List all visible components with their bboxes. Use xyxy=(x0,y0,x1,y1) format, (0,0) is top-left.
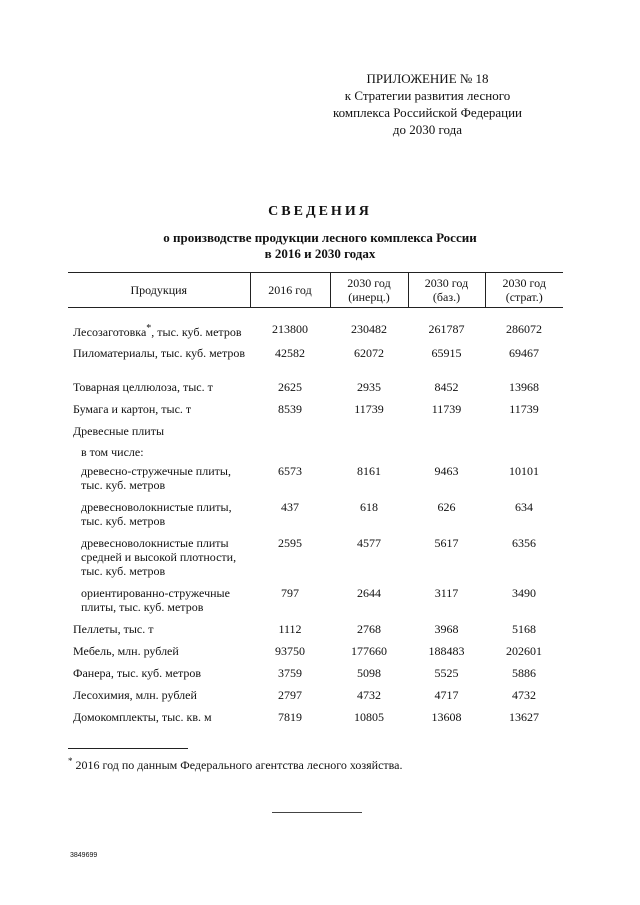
header-line: 2030 год xyxy=(424,276,469,290)
value-2016: 1112 xyxy=(278,622,302,636)
value-2030-base: 261787 xyxy=(428,322,465,336)
row-name: Фанера, тыс. куб. метров xyxy=(73,666,202,680)
value-2030-base: 5617 xyxy=(434,536,459,550)
value-2016: 437 xyxy=(281,500,299,514)
value-2030-base: 626 xyxy=(437,500,456,514)
row-name: Пиломатериалы, тыс. куб. метров xyxy=(73,346,246,360)
header-line: (страт.) xyxy=(505,290,543,304)
value-2016: 2797 xyxy=(278,688,302,702)
value-2030-base: 8452 xyxy=(434,380,459,394)
document-id: 3849699 xyxy=(70,852,98,859)
value-2016: 3759 xyxy=(278,666,302,680)
value-2030-strategic: 6356 xyxy=(512,536,536,550)
value-2016: 2625 xyxy=(278,380,302,394)
value-2030-strategic: 634 xyxy=(515,500,533,514)
row-name: Домокомплекты, тыс. кв. м xyxy=(73,710,212,724)
value-2030-inertial: 62072 xyxy=(354,346,384,360)
appendix-block xyxy=(300,70,555,138)
table-row xyxy=(68,445,563,464)
row-name: древесно-стружечные плиты, тыс. куб. метров xyxy=(81,464,231,492)
value-2030-base: 4717 xyxy=(434,688,459,702)
header-line: (баз.) xyxy=(432,290,461,304)
footnote-divider xyxy=(68,748,188,749)
value-2016: 93750 xyxy=(275,644,305,658)
row-name: древесноволокнистые плиты, тыс. куб. метров xyxy=(81,500,232,528)
value-2030-inertial: 618 xyxy=(360,500,378,514)
table-row xyxy=(68,586,563,622)
value-2030-base: 65915 xyxy=(431,346,462,360)
table-row xyxy=(68,380,563,402)
value-2030-strategic: 13968 xyxy=(509,380,539,394)
value-2030-strategic: 286072 xyxy=(506,322,542,336)
row-name: Товарная целлюлоза, тыс. т xyxy=(73,380,213,394)
row-name-text: Лесозаготовка xyxy=(73,325,147,339)
value-2030-strategic: 10101 xyxy=(509,464,539,478)
value-2030-inertial: 8161 xyxy=(357,464,381,478)
row-name: Пеллеты, тыс. т xyxy=(73,622,154,636)
appendix-line: к Стратегии развития лесного xyxy=(344,88,511,103)
header-line: 2030 год xyxy=(502,276,546,290)
table-row xyxy=(68,644,563,666)
value-2030-strategic: 13627 xyxy=(509,710,539,724)
value-2030-base: 11739 xyxy=(431,402,462,416)
value-2030-strategic: 3490 xyxy=(512,586,536,600)
value-2030-base: 13608 xyxy=(431,710,462,724)
value-2030-strategic: 5168 xyxy=(512,622,536,636)
table-row xyxy=(68,688,563,710)
value-2030-inertial: 2768 xyxy=(357,622,381,636)
row-name-suffix: , тыс. куб. метров xyxy=(151,325,242,339)
value-2030-inertial: 11739 xyxy=(354,402,384,416)
value-2016: 7819 xyxy=(278,710,302,724)
column-header-2030-base xyxy=(408,273,485,308)
document-heading xyxy=(0,204,640,262)
header-line: (инерц.) xyxy=(348,290,390,304)
value-2016: 42582 xyxy=(275,346,305,360)
footnote xyxy=(68,756,403,773)
row-name: Лесохимия, млн. рублей xyxy=(73,688,197,702)
column-header-2030-strategic xyxy=(485,273,563,308)
value-2030-inertial: 5098 xyxy=(357,666,381,680)
value-2016: 213800 xyxy=(272,322,308,336)
value-2016: 8539 xyxy=(278,402,302,416)
column-header-product: Продукция xyxy=(68,273,250,308)
footnote-text: 2016 год по данным Федерального агентства лесного хозяйства. xyxy=(72,758,403,772)
appendix-line: до 2030 года xyxy=(392,122,463,137)
value-2030-base: 5525 xyxy=(434,666,459,680)
table-row xyxy=(68,710,563,732)
appendix-number: ПРИЛОЖЕНИЕ № 18 xyxy=(366,71,489,86)
row-name: Бумага и картон, тыс. т xyxy=(73,402,192,416)
table-row xyxy=(68,622,563,644)
document-subtitle: в 2016 и 2030 годах xyxy=(264,246,376,261)
end-divider xyxy=(272,812,362,813)
spacer xyxy=(68,308,563,323)
value-2030-strategic: 5886 xyxy=(512,666,536,680)
value-2030-inertial: 10805 xyxy=(354,710,384,724)
value-2016: 6573 xyxy=(278,464,302,478)
value-2030-inertial: 4577 xyxy=(357,536,381,550)
footnote-mark: * xyxy=(146,323,152,334)
value-2030-strategic: 11739 xyxy=(509,402,539,416)
document-subtitle: о производстве продукции лесного комплекса России xyxy=(163,230,477,245)
value-2030-base: 188483 xyxy=(428,644,465,658)
table-row xyxy=(68,666,563,688)
value-2030-inertial: 2644 xyxy=(357,586,381,600)
table-row xyxy=(68,322,563,346)
table-row xyxy=(68,464,563,500)
value-2030-base: 9463 xyxy=(434,464,459,478)
table-row xyxy=(68,536,563,586)
value-2030-base: 3117 xyxy=(434,586,459,600)
value-2030-strategic: 202601 xyxy=(506,644,542,658)
production-table xyxy=(68,272,563,732)
column-header-2016: 2016 год xyxy=(250,273,330,308)
row-name xyxy=(68,322,250,346)
value-2030-strategic: 69467 xyxy=(509,346,539,360)
column-header-2030-inertial xyxy=(330,273,408,308)
value-2030-inertial: 177660 xyxy=(351,644,387,658)
value-2016: 2595 xyxy=(278,536,302,550)
value-2030-inertial: 4732 xyxy=(357,688,381,702)
appendix-line: комплекса Российской Федерации xyxy=(332,105,522,120)
table-row xyxy=(68,500,563,536)
value-2030-base: 3968 xyxy=(434,622,459,636)
row-name: древесноволокнистые плиты средней и высокой плотности, тыс. куб. метров xyxy=(81,536,237,578)
row-name: Древесные плиты xyxy=(73,424,165,438)
row-name: Мебель, млн. рублей xyxy=(73,644,179,658)
table-row xyxy=(68,424,563,445)
value-2016: 797 xyxy=(281,586,299,600)
footnote-mark: * xyxy=(68,756,73,766)
document-title: СВЕДЕНИЯ xyxy=(268,204,372,219)
table-row xyxy=(68,346,563,380)
value-2030-inertial: 2935 xyxy=(357,380,381,394)
value-2030-inertial: 230482 xyxy=(351,322,387,336)
header-line: 2030 год xyxy=(347,276,391,290)
table-row xyxy=(68,402,563,424)
table-header-row xyxy=(68,273,563,308)
row-name: в том числе: xyxy=(81,445,144,459)
row-name: ориентированно-стружечные плиты, тыс. куб. метров xyxy=(81,586,230,614)
value-2030-strategic: 4732 xyxy=(512,688,536,702)
